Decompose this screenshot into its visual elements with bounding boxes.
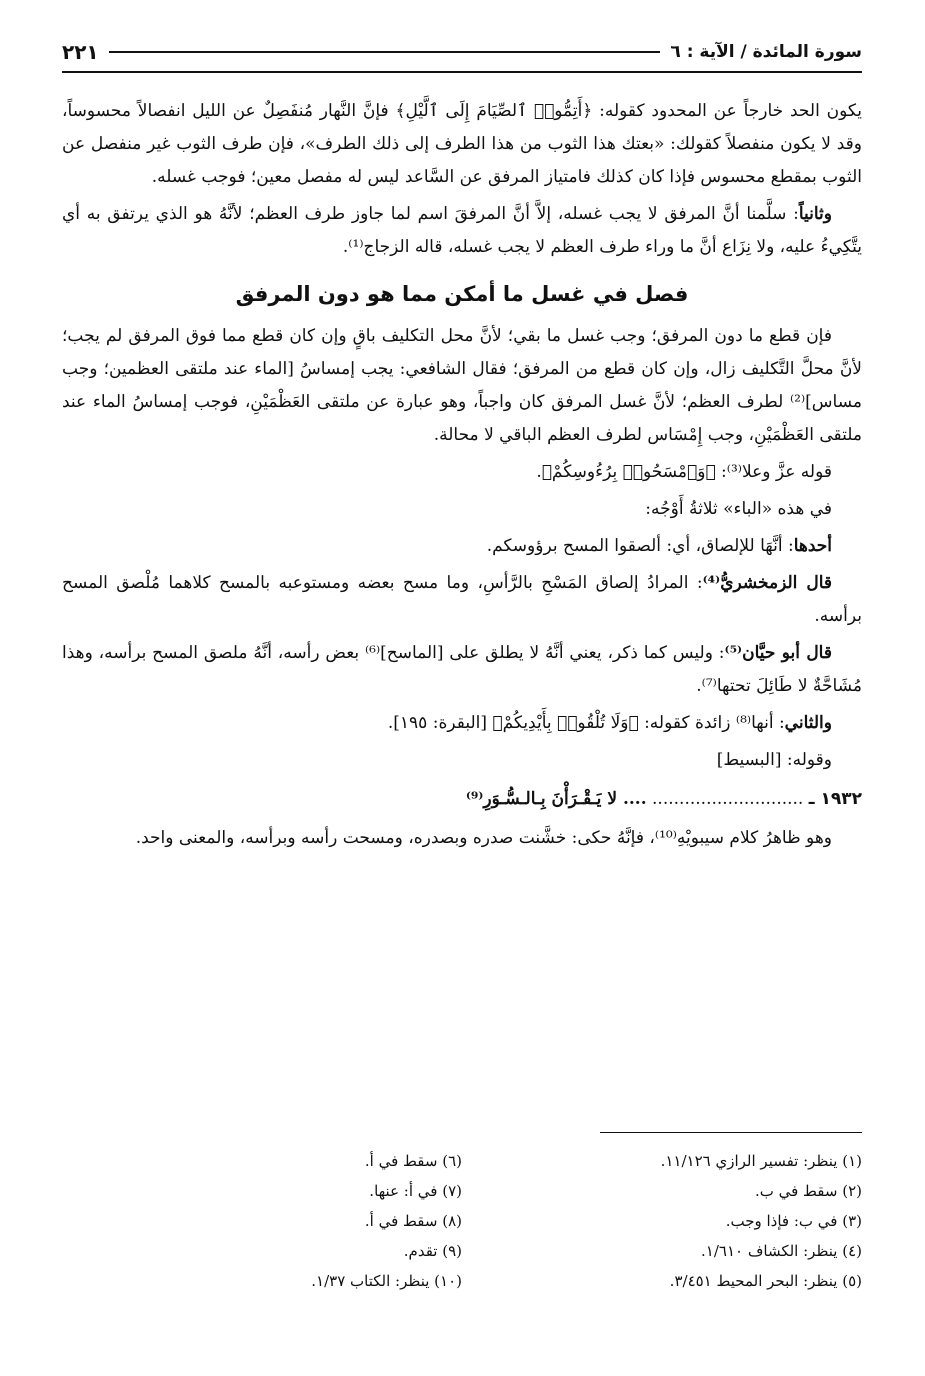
paragraph <box>62 567 862 633</box>
paragraph: وقوله: [البسيط] <box>716 750 832 770</box>
footnote: (٦) سقط في أ. <box>364 1152 462 1170</box>
paragraph-body: : أنَّهَا للإلصاق، أي: ألصقوا المسح برؤوسكم. <box>486 536 794 556</box>
paragraph <box>62 637 862 703</box>
running-title: سورة المائدة / الآية : ٦ <box>670 42 862 62</box>
poetry-verse <box>62 783 862 816</box>
footnote: (١) ينظر: تفسير الرازي ١١/١٢٦. <box>660 1152 862 1170</box>
verse-text: .... لا يَـقْـرَأْنَ بِـالـسُّـوَرِ⁽⁹⁾ <box>465 789 647 809</box>
paragraph-lead: والثاني <box>784 713 832 733</box>
paragraph: قوله عزَّ وعلا⁽³⁾: ﴿وَٱمْسَحُوا۟ بِرُءُوسِكُمْ﴾. <box>536 462 832 482</box>
footnotes <box>62 1146 862 1296</box>
page-header <box>62 34 862 70</box>
footnote: (٨) سقط في أ. <box>364 1212 462 1230</box>
header-divider <box>62 71 862 73</box>
verse-number: ١٩٣٢ ـ <box>808 789 862 809</box>
footnote: (١٠) ينظر: الكتاب ١/٣٧. <box>311 1272 462 1290</box>
paragraph <box>62 530 862 563</box>
paragraph <box>62 198 862 264</box>
footnote-divider <box>600 1132 862 1133</box>
header-rule <box>109 51 661 53</box>
paragraph-lead: قال الزمخشريُّ⁽⁴⁾ <box>702 573 832 593</box>
footnote: (٤) ينظر: الكشاف ١/٦١٠. <box>701 1242 862 1260</box>
paragraph-lead: قال أبو حيَّان⁽⁵⁾ <box>724 643 832 663</box>
verse-ellipsis: ............................ <box>652 789 804 809</box>
paragraph-body: : المرادُ إلصاق المَسْحِ بالرَّأسِ، وما مسح بعضه ومستوعبه بالمسح كلاهما مُلْصق المسح برأسه. <box>62 573 862 626</box>
footnote: (٧) في أ: عنها. <box>369 1182 462 1200</box>
paragraph <box>62 707 862 740</box>
footnote: (٢) سقط في ب. <box>754 1182 862 1200</box>
footnotes-column-right <box>462 1146 862 1296</box>
footnote: (٥) ينظر: البحر المحيط ٣/٤٥١. <box>669 1272 862 1290</box>
paragraph: وهو ظاهرُ كلام سيبويْهِ⁽¹⁰⁾، فإنَّهُ حكى: خشَّنت صدره وبصدره، ومسحت رأسه وبرأسه، والمعنى واحد. <box>135 828 832 848</box>
paragraph: يكون الحد خارجاً عن المحدود كقوله: ﴿أَتِمُّوا۟ ٱلصِّيَامَ إِلَى ٱلَّيْلِ﴾ فإنَّ النَّهار مُنفَصِلٌ عن الليل انفصالاً محسوساً، وقد لا يكون منفصلاً كقولك: «بعتك هذا الثوب من هذا الطرف إلى ذلك الطرف»، فإن طرف الثوب غير منفصل عن الثوب بمقطع محسوس فإذا كان كذلك فامتياز المرفق عن السَّاعد ليس له مفصل معين؛ فوجب غسله. <box>62 101 862 187</box>
footnote: (٩) تقدم. <box>403 1242 462 1260</box>
paragraph-body: : أنها⁽⁸⁾ زائدة كقوله: ﴿وَلَا تُلْقُوا۟ بِأَيْدِيكُمْ﴾ [البقرة: ١٩٥]. <box>387 713 785 733</box>
footnotes-column-left <box>62 1146 462 1296</box>
paragraph-lead: أحدها <box>793 536 832 556</box>
paragraph: فإن قطع ما دون المرفق؛ وجب غسل ما بقي؛ لأنَّ محل التكليف باقٍ وإن كان قطع مما فوق المرفق لم يجب؛ لأنَّ محلَّ التَّكليف زال، وإن كان قطع من المرفق؛ فقال الشافعي: يجب إمساسُ [الماء عند ملتقى العظمين؛ وجب مساس]⁽²⁾ لطرف العظم؛ لأنَّ غسل المرفق كان واجباً، وهو عبارة عن ملتقى العَظْمَيْنِ، فوجب إمساسُ الماء عند ملتقى العَظْمَيْنِ، وجب إِمْسَاس لطرف العظم الباقي لا محالة. <box>62 326 862 445</box>
footnote: (٣) في ب: فإذا وجب. <box>725 1212 862 1230</box>
section-heading: فصل في غسل ما أمكن مما هو دون المرفق <box>235 282 689 306</box>
page-number: ٢٢١ <box>62 40 99 64</box>
paragraph: في هذه «الباء» ثلاثةُ أَوْجُه: <box>645 499 832 519</box>
paragraph-lead: وثانياً <box>798 204 832 224</box>
paragraph-body: : سلَّمنا أنَّ المرفق لا يجب غسله، إلاَّ أنَّ المرفقَ اسم لما جاوز طرف العظم؛ لأنَّهُ هو الذي يرتفق به أي يتَّكِيءُ عليه، ولا نِزَاع أنَّ ما وراء طرف العظم لا يجب غسله، قاله الزجاج⁽¹⁾. <box>62 204 862 257</box>
paragraph-body: : وليس كما ذكر، يعني أنَّهُ لا يطلق على [الماسح]⁽⁶⁾ بعض رأسه، أنَّهُ ملصق المسح برأسه، وهذا مُشَاحَّةٌ لا طَائِلَ تحتها⁽⁷⁾. <box>62 643 862 696</box>
main-text <box>62 95 862 859</box>
